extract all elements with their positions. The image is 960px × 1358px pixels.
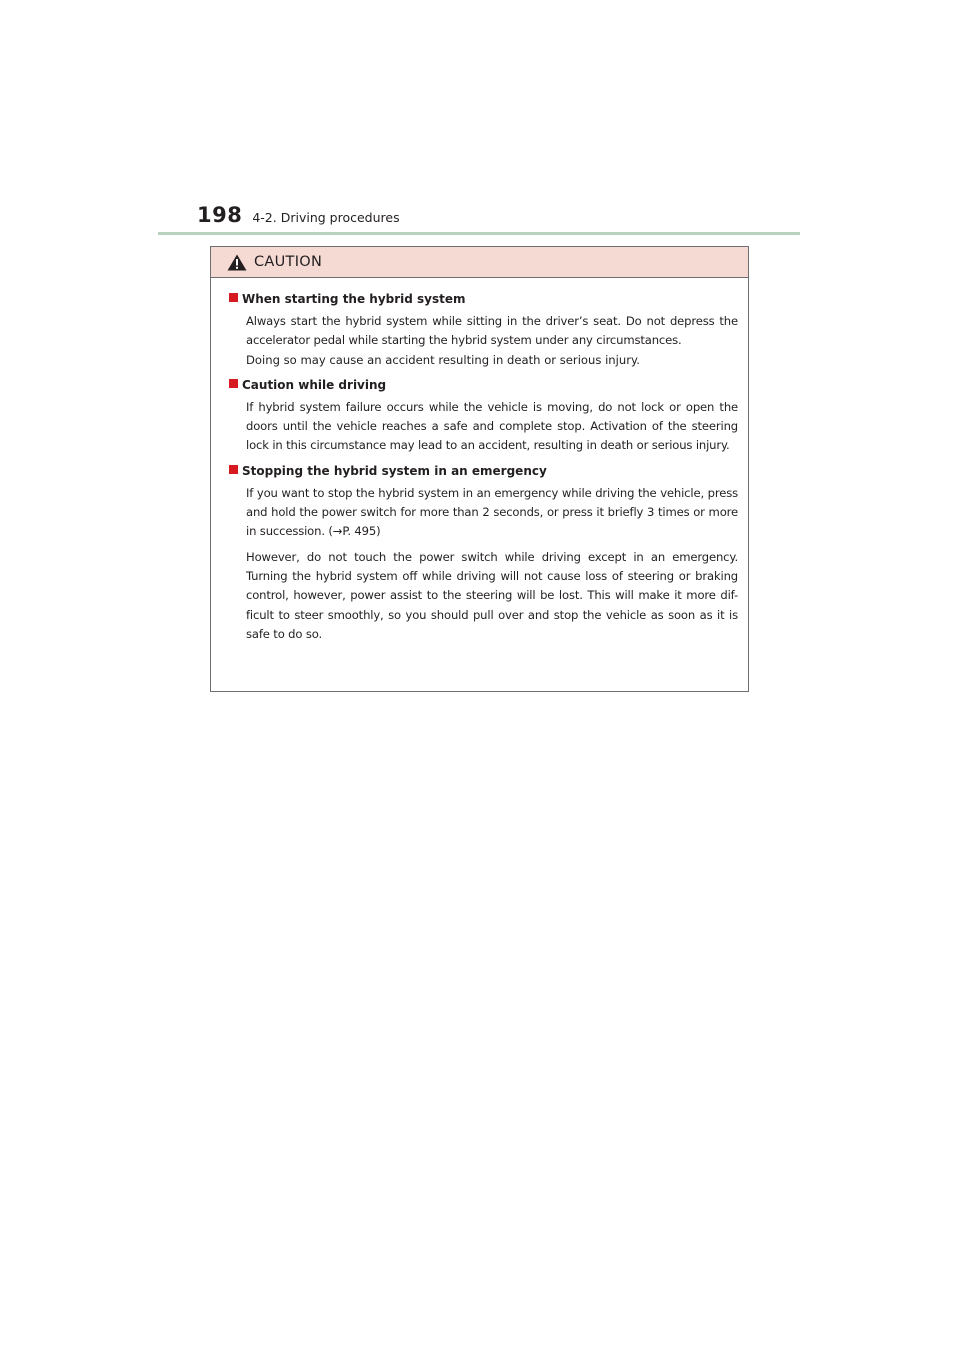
caution-body — [211, 278, 748, 644]
square-bullet-icon — [229, 465, 238, 474]
item-title-text: When starting the hybrid system — [242, 292, 466, 306]
item-paragraph: If you want to stop the hybrid system in an emergency while driving the vehicle, press and hold the power switch for more than 2 seconds, or press it briefly 3 times or more in succession. (→P. 495) — [246, 485, 738, 539]
square-bullet-icon — [229, 379, 238, 388]
square-bullet-icon — [229, 293, 238, 302]
caution-item-driving — [229, 378, 738, 456]
item-title — [229, 378, 738, 392]
section-title: 4-2. Driving procedures — [252, 210, 400, 225]
caution-box — [210, 246, 749, 692]
caution-label: CAUTION — [254, 254, 323, 270]
item-title — [229, 292, 738, 306]
header-divider — [158, 232, 800, 235]
item-paragraph: If hybrid system failure occurs while the vehicle is moving, do not lock or open the doors until the vehicle reaches a safe and complete stop. Activation of the steering lock in this circumstance may lead to an accident, resulting in death or serious injury. — [246, 399, 738, 453]
item-paragraph: However, do not touch the power switch while driving except in an emergency. Turning the hybrid system off while driving will not cause loss of steering or braking control, however, power assist to the steering will be lost. This will make it more dif-ficult to steer smoothly, so you should pull over and stop the vehicle as soon as it is safe to do so. — [246, 549, 738, 641]
item-title — [229, 464, 738, 478]
item-paragraph: Doing so may cause an accident resulting in death or serious injury. — [246, 352, 640, 367]
warning-triangle-icon — [227, 254, 247, 271]
caution-item-emergency — [229, 464, 738, 644]
caution-item-starting — [229, 292, 738, 370]
page-header — [197, 203, 400, 227]
item-paragraph: Always start the hybrid system while sitting in the driver’s seat. Do not depress the accelerator pedal while starting the hybrid system under any circumstances. — [246, 314, 738, 348]
item-title-text: Stopping the hybrid system in an emergency — [242, 463, 547, 478]
item-title-text: Caution while driving — [242, 377, 387, 392]
caution-header — [211, 247, 748, 278]
page-number: 198 — [197, 203, 243, 227]
